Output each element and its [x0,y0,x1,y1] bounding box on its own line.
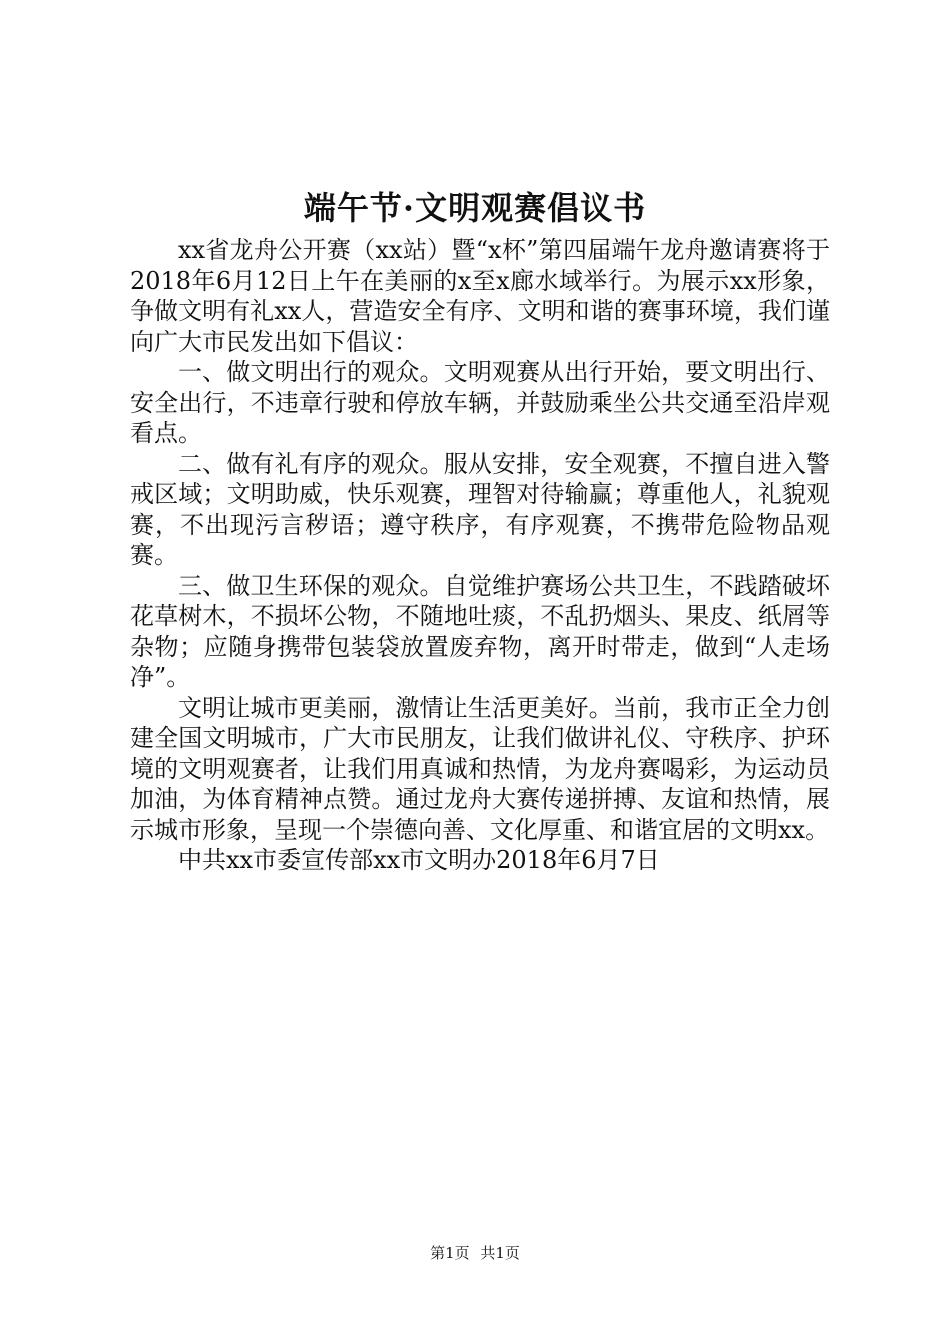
page-footer [0,1243,950,1263]
document-body [130,235,830,876]
paragraph-item-3: 三、做卫生环保的观众。自觉维护赛场公共卫生，不践踏破坏花草树木，不损坏公物，不随地吐痰，不乱扔烟头、果皮、纸屑等杂物；应随身携带包装袋放置废弃物，离开时带走，做到“人走场净”。 [130,571,830,691]
document-title: 端午节·文明观赛倡议书 [303,189,647,227]
paragraph-closing: 文明让城市更美丽，激情让生活更美好。当前，我市正全力创建全国文明城市，广大市民朋友，让我们做讲礼仪、守秩序、护环境的文明观赛者，让我们用真诚和热情，为龙舟赛喝彩，为运动员加油，为体育精神点赞。通过龙舟大赛传递拼搏、友谊和热情，展示城市形象，呈现一个崇德向善、文化厚重、和谐宜居的文明xx。 [130,693,830,844]
paragraph-item-1: 一、做文明出行的观众。文明观赛从出行开始，要文明出行、安全出行，不违章行驶和停放车辆，并鼓励乘坐公共交通至沿岸观看点。 [130,358,830,447]
page-number-current: 第1页 [430,1244,470,1262]
paragraph-intro: xx省龙舟公开赛（xx站）暨“x杯”第四届端午龙舟邀请赛将于2018年6月12日上午在美丽的x至x廊水域举行。为展示xx形象，争做文明有礼xx人，营造安全有序、文明和谐的赛事环境，我们谨向广大市民发出如下倡议： [130,236,830,356]
page-number-total: 共1页 [480,1244,520,1262]
paragraph-item-2: 二、做有礼有序的观众。服从安排，安全观赛，不擅自进入警戒区域；文明助威，快乐观赛，理智对待输赢；尊重他人，礼貌观赛，不出现污言秽语；遵守秩序，有序观赛，不携带危险物品观赛。 [130,449,830,569]
signature-line: 中共xx市委宣传部xx市文明办2018年6月7日 [178,846,660,874]
